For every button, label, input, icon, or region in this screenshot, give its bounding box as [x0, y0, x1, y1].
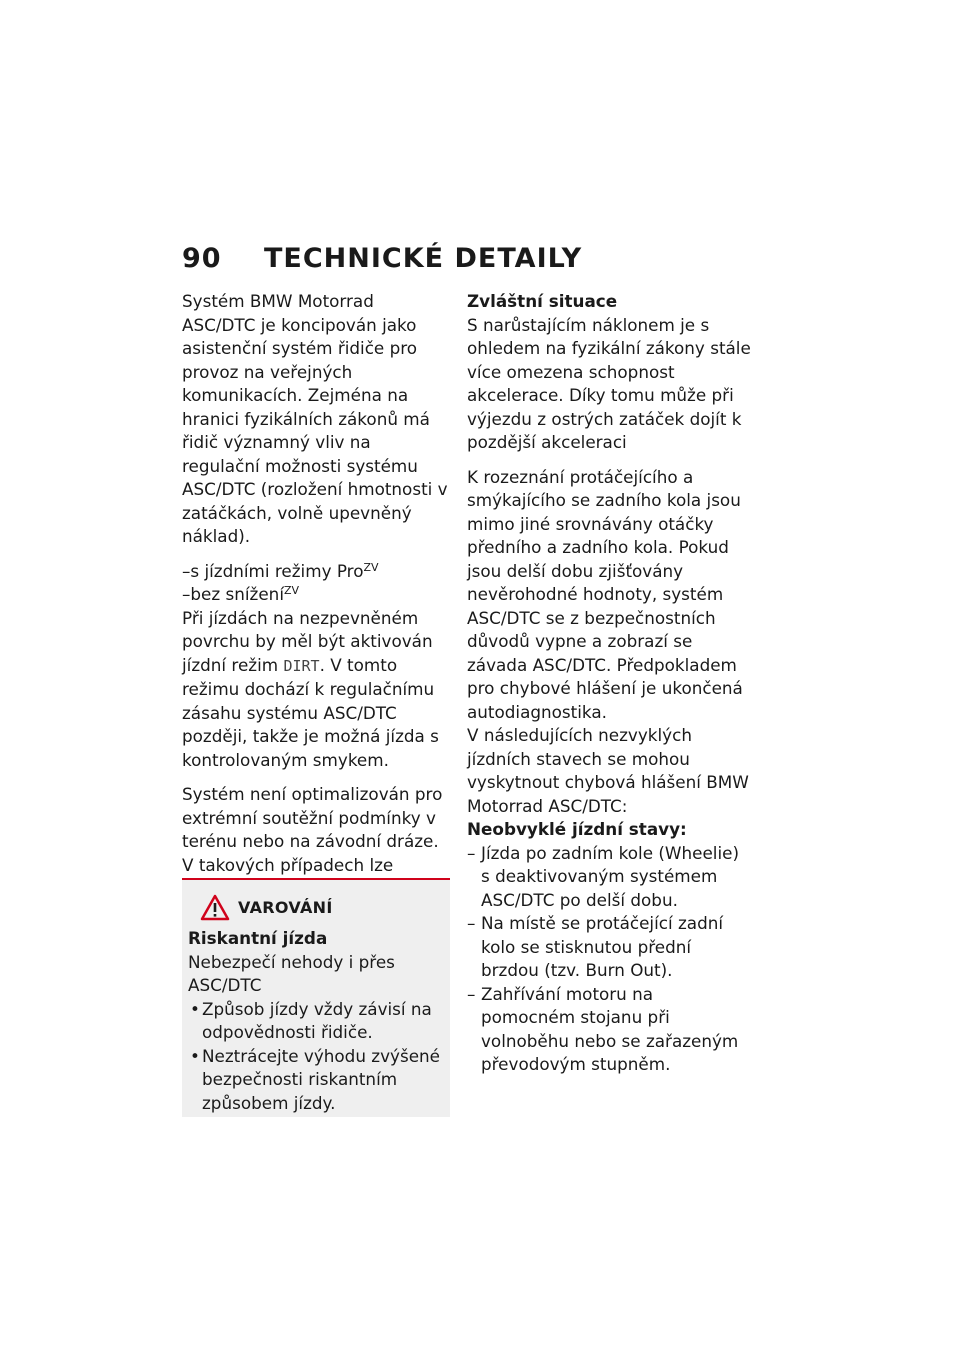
footnote-marker: ZV	[363, 560, 379, 574]
list-item	[467, 842, 752, 913]
list-item-text: Jízda po zadním kole (Wheelie) s deaktivovaným systémem ASC/DTC po delší dobu.	[481, 842, 739, 910]
intro-paragraph: Systém BMW Motorrad ASC/DTC je koncipován jako asistenční systém řidiče pro provoz na veřejných komunikacích. Zejména na hranici fyzikálních zákonů má řidič významný vliv na regulační možnosti systému ASC/DTC (rozložení hmotnosti v zatáčkách, volně upevněný náklad).	[182, 291, 448, 546]
warning-bullets	[188, 998, 442, 1116]
warning-box	[182, 880, 450, 1117]
mode-line-lowering	[182, 583, 452, 607]
bullet-text: Způsob jízdy vždy závisí na odpovědnosti řidiče.	[202, 998, 432, 1042]
unusual-states-intro: V následujících nezvyklých jízdních stavech se mohou vyskytnout chybová hlášení BMW Motorrad ASC/DTC:	[467, 725, 749, 816]
mode-line-pro	[182, 560, 452, 584]
page-title: TECHNICKÉ DETAILY	[264, 243, 583, 274]
bullet-text: Neztrácejte výhodu zvýšené bezpečnosti riskantním způsobem jízdy.	[202, 1045, 440, 1113]
footnote-marker: ZV	[283, 584, 300, 597]
list-item	[188, 998, 442, 1045]
mode-pro-text: s jízdními režimy Pro	[190, 560, 364, 581]
left-column	[182, 290, 452, 924]
warning-title: VAROVÁNÍ	[238, 897, 333, 917]
unusual-states-list	[467, 842, 752, 1077]
dash-marker: –	[467, 913, 476, 933]
section-heading: Zvláštní situace	[467, 291, 618, 311]
dash-marker: –	[467, 983, 476, 1004]
dash-marker: –	[467, 842, 476, 863]
dirt-paragraph	[182, 607, 452, 773]
page-number: 90	[182, 243, 222, 274]
dash-marker: –	[182, 560, 191, 581]
warning-triangle-icon	[200, 894, 230, 921]
list-item	[467, 983, 752, 1077]
dirt-text-a: Při jízdách na nezpevněném povrchu by měl být aktivován jízdní režim	[182, 607, 433, 675]
unusual-states-heading: Neobvyklé jízdní stavy:	[467, 819, 687, 839]
list-item-text: Na místě se protáčející zadní kolo se stisknutou přední brzdou (tzv. Burn Out).	[481, 913, 724, 980]
dirt-text-b: . V tomto režimu dochází k regulačnímu zásahu systému ASC/DTC později, takže je možná jízda s kontrolovaným smykem.	[182, 654, 439, 770]
wheel-speed-paragraph: K rozeznání protáčejícího a smýkajícího se zadního kola jsou mimo jiné srovnávány otáčky předního a zadního kola. Pokud jsou delší dobu zjišťovány nevěrohodné hodnoty, systém ASC/DTC se z bezpečnostních důvodů vypne a zobrazí se závada ASC/DTC. Předpokladem pro chybové hlášení je ukončená autodiagnostika.	[467, 466, 743, 722]
bullet-marker: •	[190, 998, 200, 1019]
page-header	[182, 243, 582, 274]
mode-lowering-text: bez snížení	[190, 584, 284, 604]
offroad-paragraph: Systém není optimalizován pro extrémní soutěžní podmínky v terénu nebo na závodní dráze. V takových případech lze	[182, 784, 443, 875]
right-column	[467, 290, 752, 1077]
warning-text: Nebezpečí nehody i přes ASC/DTC	[188, 951, 395, 995]
list-item-text: Zahřívání motoru na pomocném stojanu při volnoběhu nebo se zařazeným převodovým stupněm.	[481, 983, 739, 1074]
bullet-marker: •	[190, 1045, 200, 1066]
lean-paragraph: S narůstajícím náklonem je s ohledem na fyzikální zákony stále více omezena schopnost akcelerace. Díky tomu může při výjezdu z ostrých zatáček dojít k pozdější akceleraci	[467, 314, 751, 452]
warning-subtitle: Riskantní jízda	[188, 928, 328, 948]
warning-header	[188, 894, 442, 921]
list-item	[467, 912, 752, 983]
dirt-mode-code: DIRT	[283, 656, 320, 675]
dash-marker: –	[182, 584, 191, 604]
list-item	[188, 1045, 442, 1116]
